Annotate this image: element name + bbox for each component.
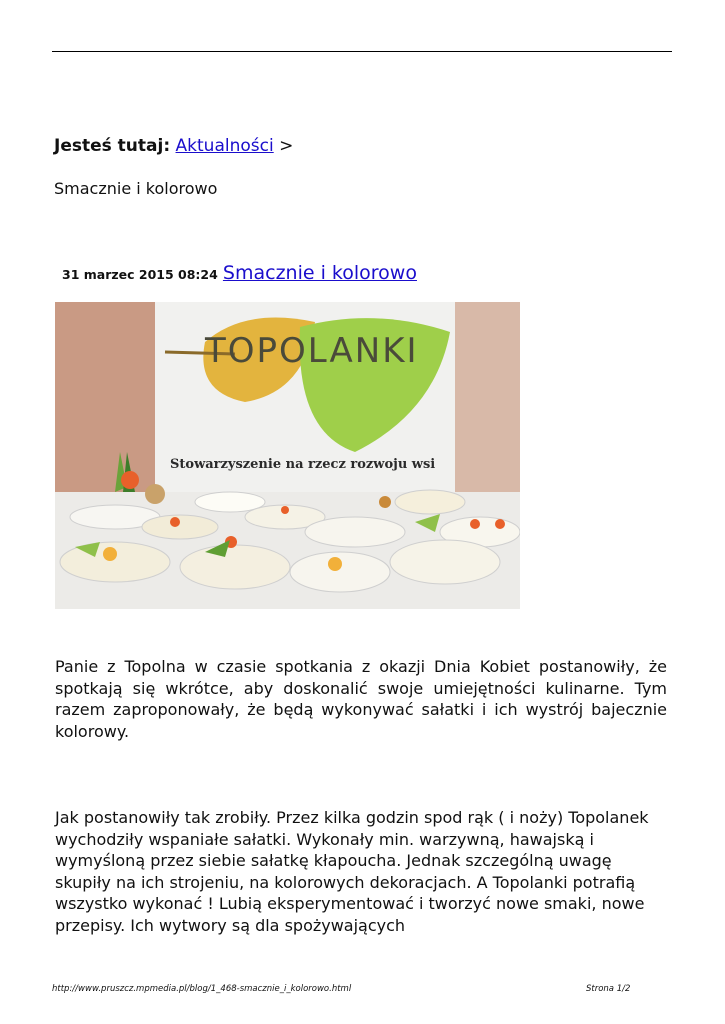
footer-page-number: Strona 1/2 <box>586 984 631 994</box>
photo-logo-text: TOPOLANKI <box>205 331 419 371</box>
photo-banner-text: Stowarzyszenie na rzecz rozwoju wsi <box>170 457 436 472</box>
article-photo <box>55 302 520 609</box>
article-title-link[interactable]: Smacznie i kolorowo <box>222 262 417 284</box>
page-subtitle: Smacznie i kolorowo <box>54 179 218 198</box>
article-paragraph-1: Panie z Topolna w czasie spotkania z okazji Dnia Kobiet postanowiły, że spotkają się wkrótce, aby doskonalić swoje umiejętności kulinarne. Tym razem zaproponowały, że będą wykonywać sałatki i ich wystrój bajecznie kolorowy. <box>55 657 667 741</box>
article-meta <box>62 262 417 284</box>
header-rule <box>52 51 672 52</box>
footer-url: http://www.pruszcz.mpmedia.pl/blog/1_468-smacznie_i_kolorowo.html <box>52 984 352 994</box>
breadcrumb <box>54 136 293 156</box>
breadcrumb-label: Jesteś tutaj: <box>54 136 171 156</box>
breadcrumb-separator: > <box>279 136 294 156</box>
article-paragraph-2: Jak postanowiły tak zrobiły. Przez kilka godzin spod rąk ( i noży) Topolanek wychodziły wspaniałe sałatki. Wykonały min. warzywną, hawajską i wymyśloną przez siebie sałatkę kłapoucha. Jednak szczególną uwagę skupiły na ich strojeniu, na kolorowych dekoracjach. A Topolanki potrafią wszystko wykonać ! Lubią eksperymentować i tworzyć nowe smaki, nowe przepisy. Ich wytwory są dla spożywających <box>55 808 649 935</box>
article-date: 31 marzec 2015 08:24 <box>62 267 218 282</box>
breadcrumb-link-news[interactable]: Aktualności <box>175 136 274 156</box>
